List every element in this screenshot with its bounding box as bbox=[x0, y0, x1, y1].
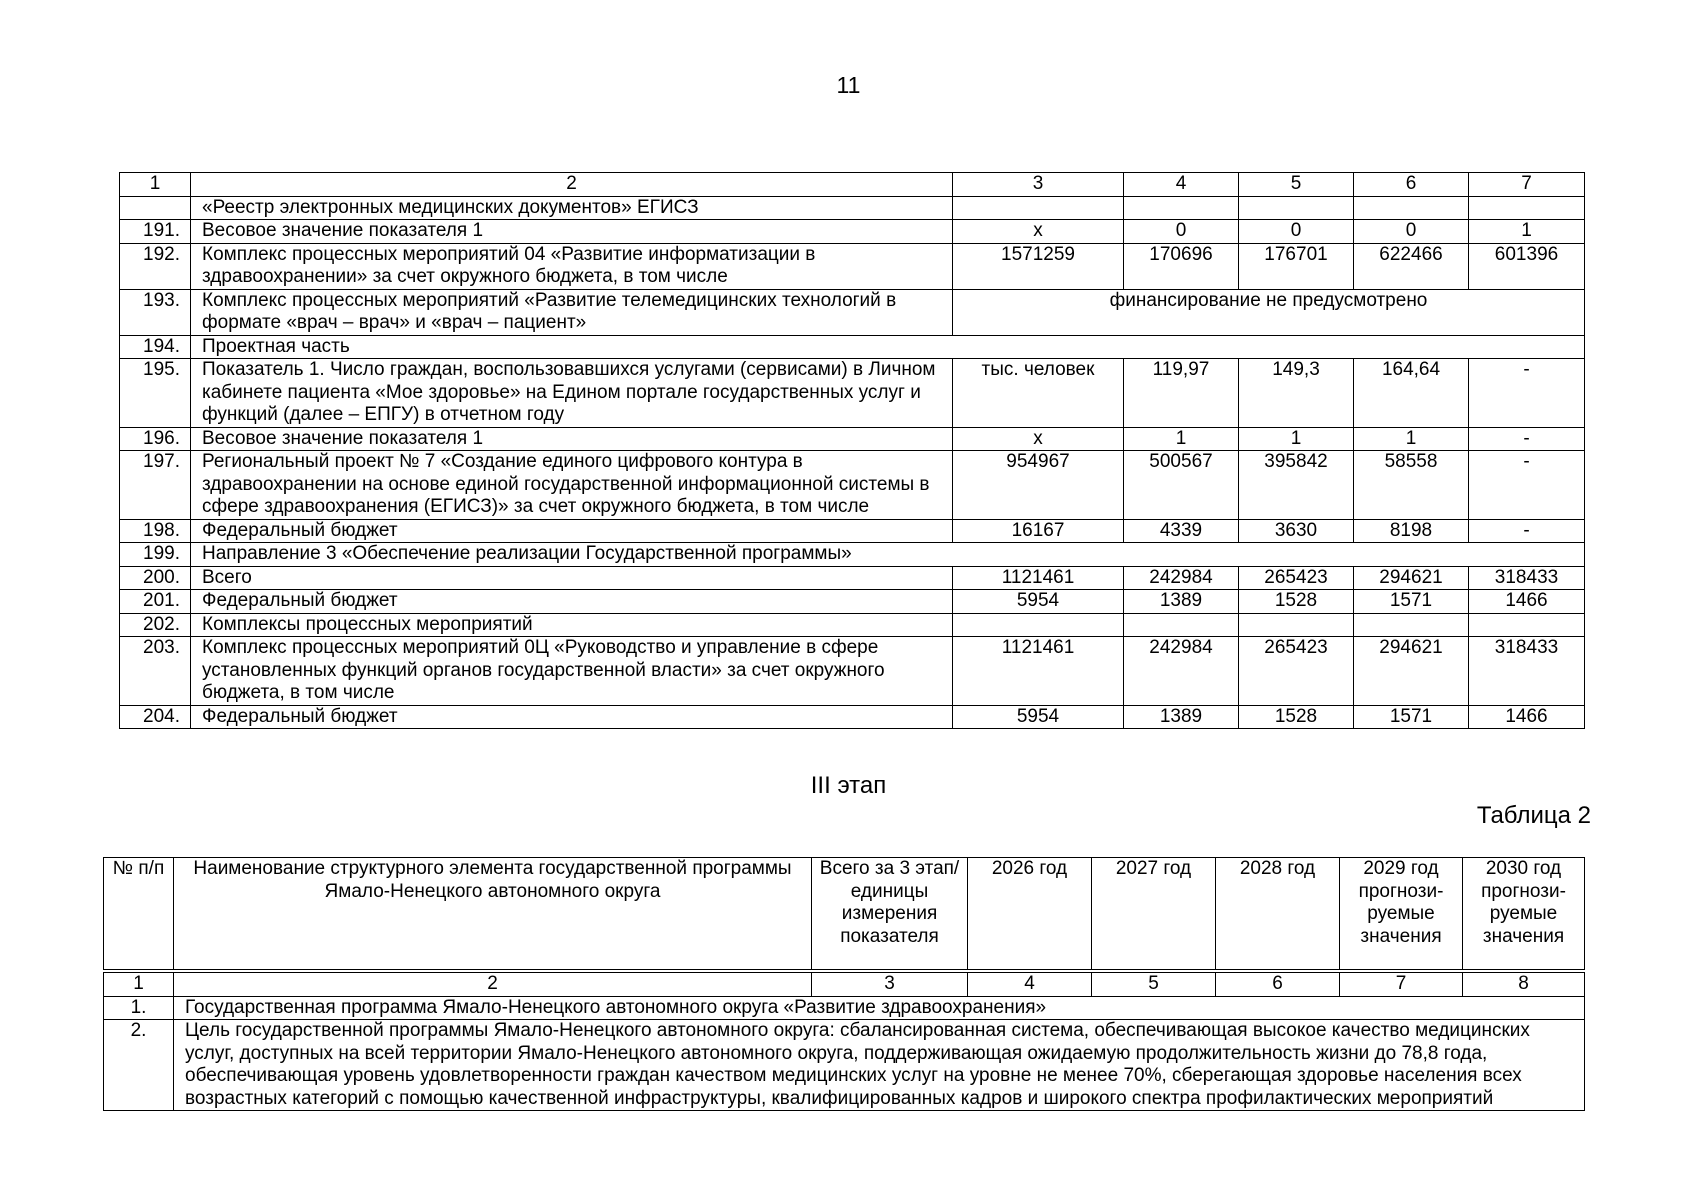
column-number: 4 bbox=[968, 973, 1092, 997]
table-row bbox=[120, 289, 1585, 335]
value-cell: - bbox=[1469, 427, 1585, 451]
column-header: Наименование структурного элемента государственной программы Ямало-Ненецкого автономного округа bbox=[174, 858, 812, 970]
value-cell: 170696 bbox=[1124, 243, 1239, 289]
value-cell: 58558 bbox=[1354, 451, 1469, 520]
value-cell: - bbox=[1469, 451, 1585, 520]
value-cell bbox=[1124, 196, 1239, 220]
table-label: Таблица 2 bbox=[1476, 802, 1591, 829]
value-cell: 1389 bbox=[1124, 590, 1239, 614]
column-number: 7 bbox=[1469, 173, 1585, 197]
row-text: Цель государственной программы Ямало-Ненецкого автономного округа: сбалансированная система, обеспечивающая высокое качество медицинских услуг, доступных на всей территории Ямало-Ненецкого автономного округа, поддерживающая ожидаемую продолжительность жизни до 78,8 года, обеспечивающая уровень удовлетворенности граждан качеством медицинских услуг на уровне не менее 70%, сберегающая здоровье населения всех возрастных категорий с помощью качественной инфраструктуры, квалифицированных кадров и широкого спектра профилактических мероприятий bbox=[174, 1020, 1585, 1111]
column-number: 2 bbox=[174, 973, 812, 997]
value-cell: х bbox=[953, 220, 1124, 244]
table-row bbox=[120, 196, 1585, 220]
row-name: Федеральный бюджет bbox=[191, 590, 953, 614]
column-number: 5 bbox=[1239, 173, 1354, 197]
value-cell: 242984 bbox=[1124, 637, 1239, 706]
row-number: 2. bbox=[104, 1020, 174, 1111]
value-cell: 1 bbox=[1354, 427, 1469, 451]
value-cell: 8198 bbox=[1354, 519, 1469, 543]
value-cell: 395842 bbox=[1239, 451, 1354, 520]
table-row bbox=[120, 543, 1585, 567]
value-cell bbox=[1239, 613, 1354, 637]
column-number: 2 bbox=[191, 173, 953, 197]
row-name: Комплексы процессных мероприятий bbox=[191, 613, 953, 637]
table-row bbox=[120, 220, 1585, 244]
row-number: 201. bbox=[120, 590, 191, 614]
value-cell: 265423 bbox=[1239, 566, 1354, 590]
value-cell bbox=[953, 196, 1124, 220]
value-cell: 954967 bbox=[953, 451, 1124, 520]
column-number: 7 bbox=[1340, 973, 1463, 997]
value-cell bbox=[953, 613, 1124, 637]
row-name: Комплекс процессных мероприятий 04 «Развитие информатизации в здравоохранении» за счет окружного бюджета, в том числе bbox=[191, 243, 953, 289]
value-cell: 1571 bbox=[1354, 705, 1469, 729]
row-name: Региональный проект № 7 «Создание единого цифрового контура в здравоохранении на основе единой государственной информационной системы в сфере здравоохранения (ЕГИСЗ)» за счет окружного бюджета, в том числе bbox=[191, 451, 953, 520]
row-name: Направление 3 «Обеспечение реализации Государственной программы» bbox=[191, 543, 1585, 567]
column-number-row bbox=[120, 173, 1585, 197]
table-row bbox=[120, 519, 1585, 543]
value-cell bbox=[1354, 613, 1469, 637]
value-cell: - bbox=[1469, 519, 1585, 543]
value-cell: 1571259 bbox=[953, 243, 1124, 289]
row-name: Комплекс процессных мероприятий 0Ц «Руководство и управление в сфере установленных функций органов государственной власти» за счет окружного бюджета, в том числе bbox=[191, 637, 953, 706]
value-cell: 5954 bbox=[953, 590, 1124, 614]
value-cell: 0 bbox=[1354, 220, 1469, 244]
row-name: Всего bbox=[191, 566, 953, 590]
column-number: 6 bbox=[1216, 973, 1340, 997]
row-name: «Реестр электронных медицинских документов» ЕГИСЗ bbox=[191, 196, 953, 220]
value-cell bbox=[1239, 196, 1354, 220]
column-header: Всего за 3 этап/ единицы измерения показателя bbox=[812, 858, 968, 970]
value-cell: 1528 bbox=[1239, 705, 1354, 729]
row-number: 197. bbox=[120, 451, 191, 520]
row-number: 193. bbox=[120, 289, 191, 335]
table2 bbox=[103, 972, 1585, 1111]
value-cell: 1571 bbox=[1354, 590, 1469, 614]
column-number: 5 bbox=[1092, 973, 1216, 997]
row-number: 194. bbox=[120, 335, 191, 359]
column-header: 2030 год прогнози-руемые значения bbox=[1463, 858, 1585, 970]
row-number: 195. bbox=[120, 359, 191, 428]
table-row bbox=[120, 590, 1585, 614]
value-cell: 1 bbox=[1124, 427, 1239, 451]
row-number: 198. bbox=[120, 519, 191, 543]
value-cell: 1121461 bbox=[953, 637, 1124, 706]
row-number: 192. bbox=[120, 243, 191, 289]
value-cell: 3630 bbox=[1239, 519, 1354, 543]
row-name: Весовое значение показателя 1 bbox=[191, 427, 953, 451]
row-name: Федеральный бюджет bbox=[191, 705, 953, 729]
value-cell: 0 bbox=[1124, 220, 1239, 244]
table-row bbox=[120, 705, 1585, 729]
value-cell: 4339 bbox=[1124, 519, 1239, 543]
value-cell: 294621 bbox=[1354, 637, 1469, 706]
column-number: 4 bbox=[1124, 173, 1239, 197]
value-cell: 601396 bbox=[1469, 243, 1585, 289]
value-cell: 622466 bbox=[1354, 243, 1469, 289]
value-cell: 149,3 bbox=[1239, 359, 1354, 428]
value-cell: 16167 bbox=[953, 519, 1124, 543]
value-cell: 265423 bbox=[1239, 637, 1354, 706]
value-cell bbox=[1354, 196, 1469, 220]
value-cell: х bbox=[953, 427, 1124, 451]
value-cell: тыс. человек bbox=[953, 359, 1124, 428]
column-number: 1 bbox=[120, 173, 191, 197]
value-cell: 5954 bbox=[953, 705, 1124, 729]
column-number: 1 bbox=[104, 973, 174, 997]
table-row bbox=[120, 335, 1585, 359]
merged-value: финансирование не предусмотрено bbox=[953, 289, 1585, 335]
value-cell bbox=[1469, 196, 1585, 220]
row-number: 199. bbox=[120, 543, 191, 567]
value-cell: 294621 bbox=[1354, 566, 1469, 590]
value-cell: 1 bbox=[1239, 427, 1354, 451]
column-header: 2029 год прогнози-руемые значения bbox=[1340, 858, 1463, 970]
row-number bbox=[120, 196, 191, 220]
value-cell: 176701 bbox=[1239, 243, 1354, 289]
row-name: Проектная часть bbox=[191, 335, 1585, 359]
row-text: Государственная программа Ямало-Ненецкого автономного округа «Развитие здравоохранения» bbox=[174, 996, 1585, 1020]
column-header: № п/п bbox=[104, 858, 174, 970]
value-cell bbox=[1469, 613, 1585, 637]
table-row bbox=[120, 359, 1585, 428]
column-number: 3 bbox=[953, 173, 1124, 197]
row-number: 200. bbox=[120, 566, 191, 590]
value-cell: 119,97 bbox=[1124, 359, 1239, 428]
table-row bbox=[120, 243, 1585, 289]
table2-header bbox=[103, 857, 1585, 970]
table-row bbox=[104, 1020, 1585, 1111]
value-cell: 318433 bbox=[1469, 637, 1585, 706]
row-name: Весовое значение показателя 1 bbox=[191, 220, 953, 244]
row-name: Федеральный бюджет bbox=[191, 519, 953, 543]
table-row bbox=[120, 566, 1585, 590]
value-cell: 242984 bbox=[1124, 566, 1239, 590]
row-number: 191. bbox=[120, 220, 191, 244]
value-cell: 164,64 bbox=[1354, 359, 1469, 428]
row-number: 1. bbox=[104, 996, 174, 1020]
row-number: 196. bbox=[120, 427, 191, 451]
value-cell: - bbox=[1469, 359, 1585, 428]
page-number: 11 bbox=[836, 72, 861, 98]
column-number: 8 bbox=[1463, 973, 1585, 997]
row-name: Показатель 1. Число граждан, воспользовавшихся услугами (сервисами) в Личном кабинете пациента «Мое здоровье» на Едином портале государственных услуг и функций (далее – ЕПГУ) в отчетном году bbox=[191, 359, 953, 428]
row-number: 202. bbox=[120, 613, 191, 637]
value-cell: 500567 bbox=[1124, 451, 1239, 520]
value-cell: 1389 bbox=[1124, 705, 1239, 729]
value-cell: 1466 bbox=[1469, 590, 1585, 614]
column-number: 6 bbox=[1354, 173, 1469, 197]
table-row bbox=[120, 613, 1585, 637]
column-header: 2026 год bbox=[968, 858, 1092, 970]
budget-table-part bbox=[119, 172, 1585, 729]
table-row bbox=[120, 637, 1585, 706]
row-name: Комплекс процессных мероприятий «Развитие телемедицинских технологий в формате «врач – врач» и «врач – пациент» bbox=[191, 289, 953, 335]
column-number-row bbox=[104, 973, 1585, 997]
table-row bbox=[104, 996, 1585, 1020]
row-number: 204. bbox=[120, 705, 191, 729]
stage-title: III этап bbox=[810, 772, 887, 799]
value-cell: 1121461 bbox=[953, 566, 1124, 590]
table-row bbox=[120, 451, 1585, 520]
value-cell: 0 bbox=[1239, 220, 1354, 244]
column-header: 2027 год bbox=[1092, 858, 1216, 970]
column-header: 2028 год bbox=[1216, 858, 1340, 970]
value-cell: 1528 bbox=[1239, 590, 1354, 614]
value-cell: 1466 bbox=[1469, 705, 1585, 729]
value-cell bbox=[1124, 613, 1239, 637]
value-cell: 1 bbox=[1469, 220, 1585, 244]
value-cell: 318433 bbox=[1469, 566, 1585, 590]
row-number: 203. bbox=[120, 637, 191, 706]
column-number: 3 bbox=[812, 973, 968, 997]
table-row bbox=[120, 427, 1585, 451]
